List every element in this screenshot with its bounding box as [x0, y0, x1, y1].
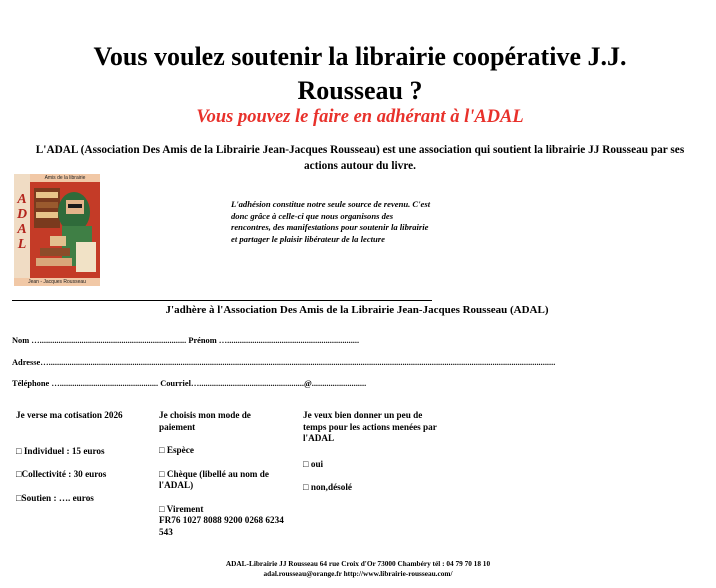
- logo-bottom-text: Jean - Jacques Rousseau: [14, 278, 100, 286]
- adal-logo: [14, 174, 100, 286]
- option-espece: □ Espèce: [159, 445, 194, 455]
- option-non: □ non,désolé: [303, 482, 352, 492]
- logo-top-text: Amis de la librairie: [30, 174, 100, 182]
- cotisation-column: [16, 410, 146, 504]
- temps-heading: Je veux bien donner un peu de temps pour les actions menées par l'ADAL: [303, 410, 437, 443]
- phone-email-field-line: Téléphone …............................................... Courriel…..................................................@..........................: [12, 379, 367, 388]
- option-virement: □ Virement: [159, 503, 204, 514]
- page-subtitle: Vous pouvez le faire en adhérant à l'ADAL: [196, 107, 524, 127]
- footer-contact: adal.rousseau@orange.fr http://www.librairie-rousseau.com/: [263, 569, 453, 578]
- option-individuel: □ Individuel : 15 euros: [16, 445, 105, 456]
- option-oui: □ oui: [303, 458, 324, 469]
- address-field-line: Adresse…..................................................................................................................................................................................................................................................: [12, 358, 556, 367]
- option-cheque: □ Chèque (libellé au nom de l'ADAL): [159, 468, 269, 490]
- logo-side-text: A D A L: [16, 192, 28, 252]
- paiement-heading: Je choisis mon mode de paiement: [159, 410, 251, 432]
- footer: [0, 559, 716, 579]
- form-heading: J'adhère à l'Association Des Amis de la Librairie Jean-Jacques Rousseau (ADAL): [165, 304, 549, 316]
- book-figure-icon: [30, 182, 100, 278]
- option-collectivite: □Collectivité : 30 euros: [16, 469, 107, 479]
- footer-address: ADAL-Librairie JJ Rousseau 64 rue Croix d'Or 73000 Chambéry tél : 04 79 70 18 10: [225, 559, 491, 568]
- iban-text: FR76 1027 8088 9200 0268 6234 543: [159, 515, 284, 537]
- intro-paragraph: L'ADAL (Association Des Amis de la Librairie Jean-Jacques Rousseau) est une association qui soutient la librairie JJ Rousseau par ses actions autour du livre.: [35, 144, 685, 172]
- name-field-line: Nom …...................................................................... Prénom …...............................................................: [12, 336, 360, 345]
- page-title: Vous voulez soutenir la librairie coopérative J.J. Rousseau ?: [93, 42, 627, 105]
- option-soutien: □Soutien : …. euros: [16, 492, 94, 503]
- paiement-column: [159, 410, 289, 538]
- membership-quote: L'adhésion constitue notre seule source de revenu. C'est donc grâce à celle-ci que nous organisons des rencontres, des manifestations pour soutenir la librairie et partager le plaisir libérateur de la lecture: [231, 199, 431, 244]
- cotisation-heading: Je verse ma cotisation 2026: [16, 410, 123, 420]
- divider-line: [12, 300, 432, 301]
- temps-column: [303, 410, 443, 494]
